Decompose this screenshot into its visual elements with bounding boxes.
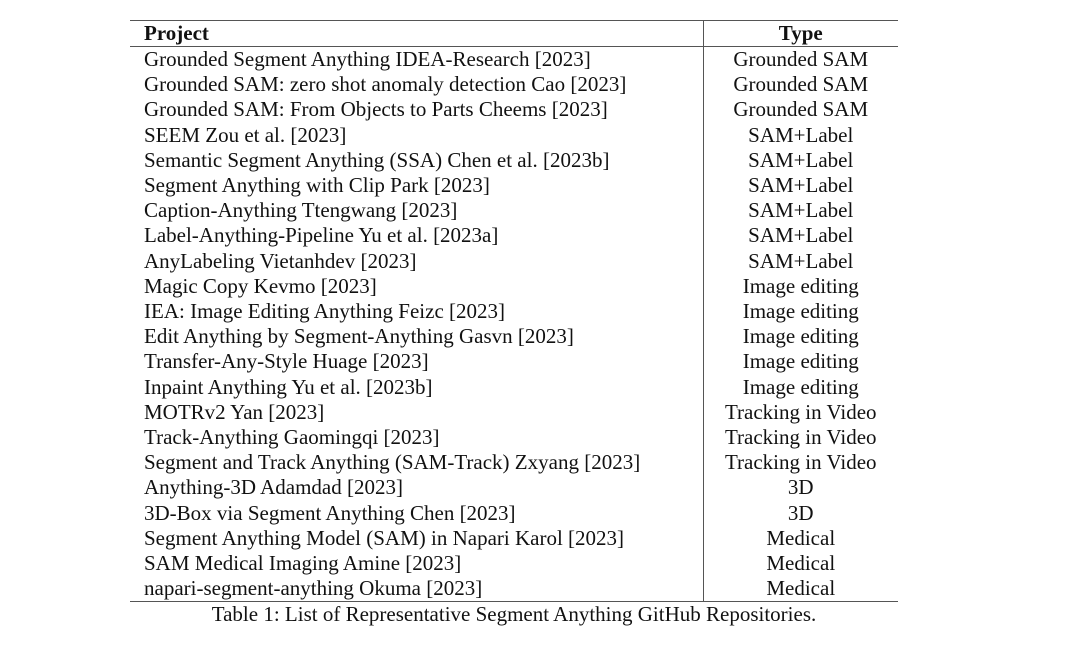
- table-row: [130, 148, 898, 173]
- type-cell: Image editing: [742, 324, 859, 349]
- type-cell: Image editing: [742, 273, 859, 298]
- type-cell: Tracking in Video: [724, 425, 877, 450]
- project-cell: Segment Anything with Clip Park [2023]: [130, 173, 703, 198]
- table-header: [130, 21, 898, 47]
- project-cell: Transfer-Any-Style Huage [2023]: [130, 349, 703, 374]
- type-cell: Image editing: [742, 374, 859, 399]
- project-cell: Segment and Track Anything (SAM-Track) Zxyang [2023]: [130, 450, 703, 475]
- table-row: [130, 173, 898, 198]
- table-row: [130, 324, 898, 349]
- table-row: [130, 223, 898, 248]
- table-row: [130, 249, 898, 274]
- table-row: [130, 123, 898, 148]
- type-cell: Tracking in Video: [724, 450, 877, 475]
- type-cell: 3D: [787, 475, 814, 500]
- table-row: [130, 97, 898, 122]
- repositories-table-container: [130, 20, 898, 602]
- table-row: [130, 349, 898, 374]
- table-row: [130, 450, 898, 475]
- type-cell: Image editing: [742, 349, 859, 374]
- project-cell: napari-segment-anything Okuma [2023]: [130, 576, 703, 602]
- project-cell: Magic Copy Kevmo [2023]: [130, 274, 703, 299]
- type-cell: SAM+Label: [748, 198, 854, 223]
- project-cell: SAM Medical Imaging Amine [2023]: [130, 551, 703, 576]
- table-row: [130, 375, 898, 400]
- header-type: Type: [778, 21, 823, 45]
- table-row: [130, 526, 898, 551]
- project-cell: Inpaint Anything Yu et al. [2023b]: [130, 375, 703, 400]
- project-cell: Label-Anything-Pipeline Yu et al. [2023a]: [130, 223, 703, 248]
- table-row: [130, 400, 898, 425]
- table-row: [130, 576, 898, 602]
- project-cell: IEA: Image Editing Anything Feizc [2023]: [130, 299, 703, 324]
- table-row: [130, 198, 898, 223]
- table-row: [130, 475, 898, 500]
- type-cell: SAM+Label: [748, 248, 854, 273]
- project-cell: 3D-Box via Segment Anything Chen [2023]: [130, 501, 703, 526]
- type-cell: Grounded SAM: [733, 72, 869, 97]
- type-cell: Image editing: [742, 299, 859, 324]
- type-cell: 3D: [787, 500, 814, 525]
- table-row: [130, 501, 898, 526]
- project-cell: Segment Anything Model (SAM) in Napari Karol [2023]: [130, 526, 703, 551]
- project-cell: Edit Anything by Segment-Anything Gasvn [2023]: [130, 324, 703, 349]
- type-cell: SAM+Label: [748, 122, 854, 147]
- project-cell: Grounded SAM: From Objects to Parts Cheems [2023]: [130, 97, 703, 122]
- table-row: [130, 299, 898, 324]
- header-project: Project: [130, 21, 703, 47]
- type-cell: Grounded SAM: [733, 47, 869, 71]
- type-cell: SAM+Label: [748, 173, 854, 198]
- table-row: [130, 47, 898, 73]
- project-cell: Anything-3D Adamdad [2023]: [130, 475, 703, 500]
- type-cell: SAM+Label: [748, 147, 854, 172]
- project-cell: Semantic Segment Anything (SSA) Chen et al. [2023b]: [130, 148, 703, 173]
- project-cell: Caption-Anything Ttengwang [2023]: [130, 198, 703, 223]
- header-row: [130, 21, 898, 47]
- table-row: [130, 274, 898, 299]
- type-cell: Medical: [766, 525, 836, 550]
- project-cell: Grounded SAM: zero shot anomaly detection Cao [2023]: [130, 72, 703, 97]
- project-cell: MOTRv2 Yan [2023]: [130, 400, 703, 425]
- table-row: [130, 551, 898, 576]
- type-cell: Medical: [766, 576, 836, 601]
- type-cell: Medical: [766, 551, 836, 576]
- project-cell: Grounded Segment Anything IDEA-Research [2023]: [130, 47, 703, 73]
- table-caption: Table 1: List of Representative Segment Anything GitHub Repositories.: [211, 602, 817, 626]
- project-cell: Track-Anything Gaomingqi [2023]: [130, 425, 703, 450]
- table-row: [130, 72, 898, 97]
- repositories-table: [130, 20, 898, 602]
- type-cell: Grounded SAM: [733, 97, 869, 122]
- type-cell: Tracking in Video: [724, 399, 877, 424]
- project-cell: SEEM Zou et al. [2023]: [130, 123, 703, 148]
- project-cell: AnyLabeling Vietanhdev [2023]: [130, 249, 703, 274]
- table-body: [130, 47, 898, 602]
- table-row: [130, 425, 898, 450]
- type-cell: SAM+Label: [748, 223, 854, 248]
